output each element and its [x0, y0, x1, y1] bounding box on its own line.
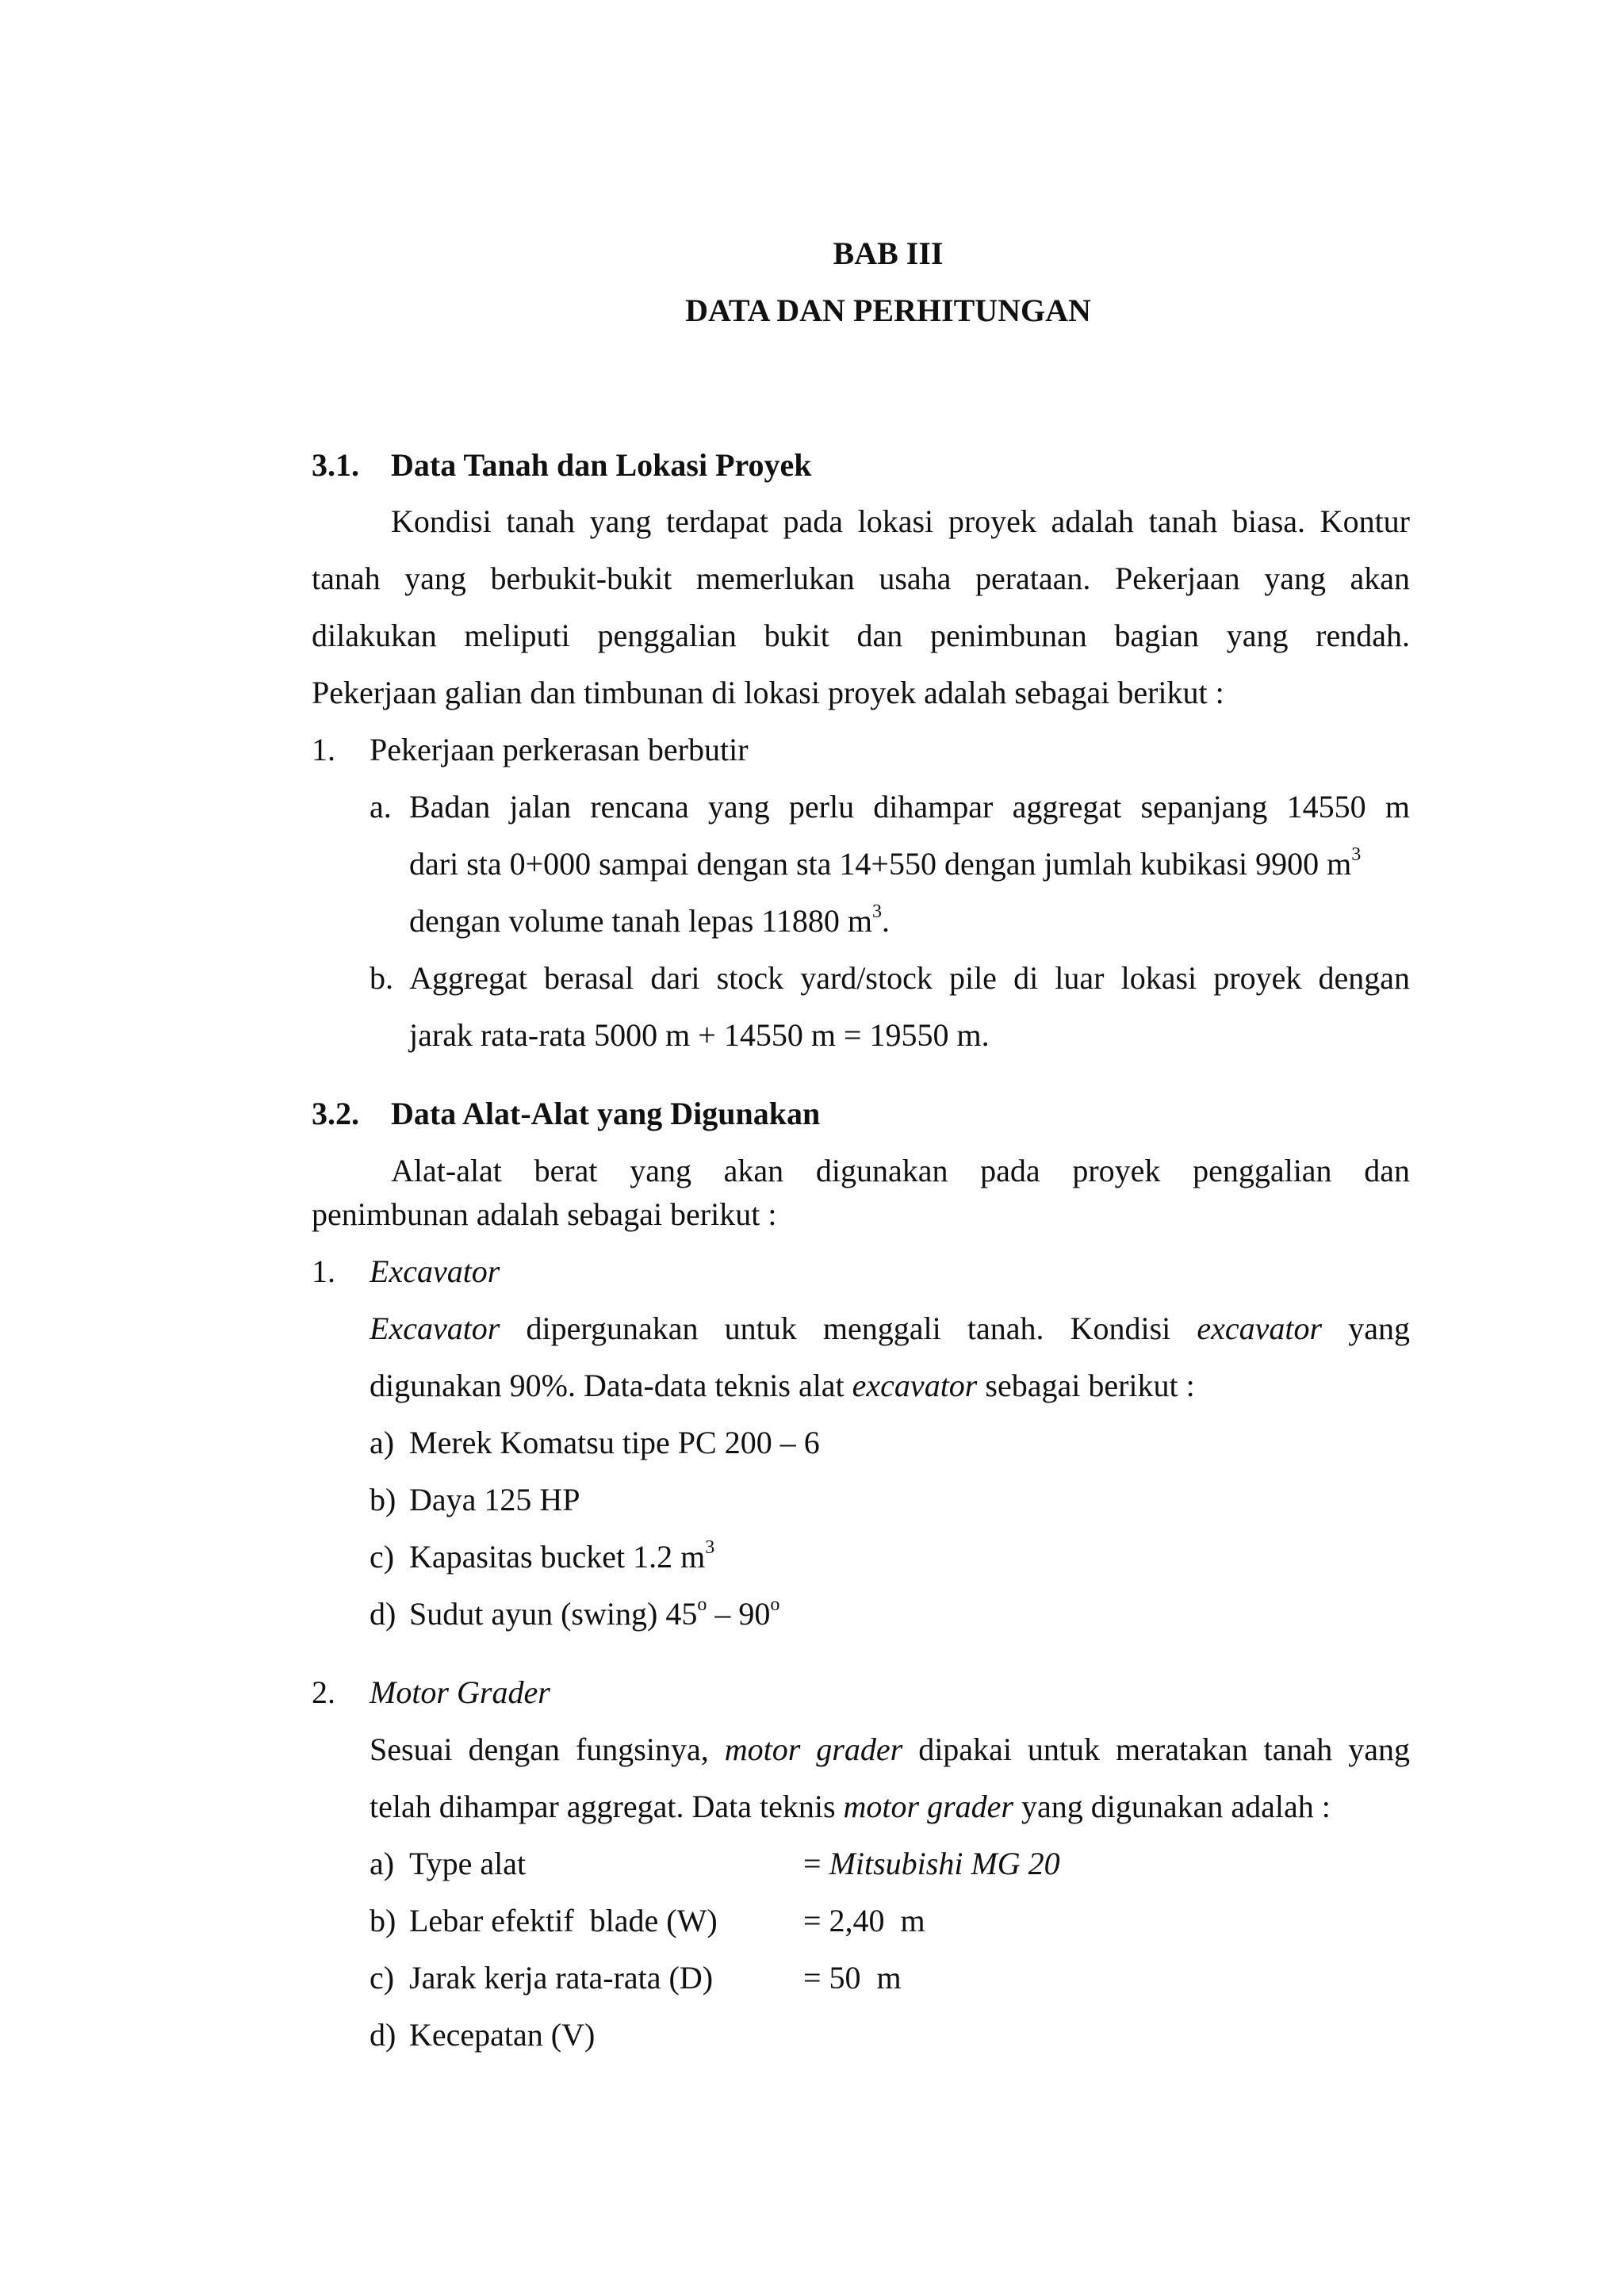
chapter-title: DATA DAN PERHITUNGAN — [685, 293, 1091, 328]
excavator-spec-b-marker: b) — [370, 1482, 396, 1517]
excavator-spec-a: Merek Komatsu tipe PC 200 – 6 — [409, 1425, 820, 1460]
section-number-3-2: 3.2. — [312, 1096, 359, 1131]
s32-paragraph-line-1: Alat-alat berat yang akan digunakan pada proyek penggalian dan — [391, 1153, 1410, 1188]
degree-superscript: o — [697, 1594, 707, 1615]
grader-spec-a-marker: a) — [370, 1846, 395, 1881]
excavator-number: 1. — [312, 1253, 335, 1289]
s31-paragraph-line-2: tanah yang berbukit-bukit memerlukan usaha perataan. Pekerjaan yang akan — [312, 561, 1410, 596]
grader-spec-b-marker: b) — [370, 1903, 396, 1938]
s31-sub-a-line-3: dengan volume tanah lepas 11880 $m^3$. — [409, 901, 890, 939]
section-heading-3-1: Data Tanah dan Lokasi Proyek — [391, 447, 812, 483]
s31-sub-a-marker: a. — [370, 789, 392, 825]
grader-spec-b-label: Lebar efektif blade (W) — [409, 1903, 718, 1938]
superscript-3: 3 — [705, 1537, 715, 1558]
grader-spec-a-value: = Mitsubishi MG 20 — [803, 1846, 1060, 1881]
excavator-spec-a-marker: a) — [370, 1425, 395, 1460]
degree-superscript: o — [770, 1594, 780, 1615]
s31-sub-b-marker: b. — [370, 960, 393, 996]
section-number-3-1: 3.1. — [312, 447, 359, 483]
grader-spec-c-marker: c) — [370, 1960, 395, 1996]
chapter-label: BAB III — [833, 235, 944, 271]
excavator-paragraph-line-2: digunakan 90%. Data-data teknis alat excavator sebagai berikut : — [370, 1368, 1195, 1403]
grader-number: 2. — [312, 1674, 335, 1710]
excavator-spec-c-marker: c) — [370, 1539, 395, 1575]
superscript-3: 3 — [871, 901, 882, 922]
grader-heading: Motor Grader — [370, 1674, 550, 1710]
grader-paragraph-line-2: telah dihampar aggregat. Data teknis motor grader yang digunakan adalah : — [370, 1789, 1331, 1824]
excavator-spec-d-marker: d) — [370, 1596, 396, 1632]
excavator-paragraph-line-1: Excavator dipergunakan untuk menggali tanah. Kondisi excavator yang — [370, 1311, 1410, 1346]
grader-spec-c-value: = 50 m — [803, 1960, 902, 1996]
s31-paragraph-line-1: Kondisi tanah yang terdapat pada lokasi proyek adalah tanah biasa. Kontur — [391, 503, 1410, 539]
s31-paragraph-line-4: Pekerjaan galian dan timbunan di lokasi proyek adalah sebagai berikut : — [312, 675, 1224, 710]
s31-item-1-number: 1. — [312, 732, 335, 767]
grader-spec-b-value: = 2,40 m — [803, 1903, 925, 1938]
grader-spec-d-marker: d) — [370, 2017, 396, 2053]
s32-paragraph-line-2: penimbunan adalah sebagai berikut : — [312, 1196, 777, 1232]
excavator-spec-d: Sudut ayun (swing) 45$^o$ – 90$^o$ — [409, 1594, 780, 1632]
s31-sub-a-line-2: dari sta 0+000 sampai dengan sta 14+550 dengan jumlah kubikasi 9900 $m^3$ — [409, 844, 1362, 882]
grader-paragraph-line-1: Sesuai dengan fungsinya, motor grader dipakai untuk meratakan tanah yang — [370, 1732, 1410, 1767]
excavator-heading: Excavator — [370, 1253, 500, 1289]
s31-sub-b-line-2: jarak rata-rata 5000 m + 14550 m = 19550 m. — [409, 1017, 990, 1053]
superscript-3: 3 — [1351, 844, 1362, 865]
grader-spec-d-label: Kecepatan (V) — [409, 2017, 596, 2053]
excavator-spec-c: Kapasitas bucket 1.2 $m^3$ — [409, 1537, 715, 1575]
section-heading-3-2: Data Alat-Alat yang Digunakan — [391, 1096, 821, 1131]
s31-item-1-label: Pekerjaan perkerasan berbutir — [370, 732, 749, 767]
grader-spec-c-label: Jarak kerja rata-rata (D) — [409, 1960, 714, 1996]
s31-sub-b-line-1: Aggregat berasal dari stock yard/stock pile di luar lokasi proyek dengan — [409, 960, 1410, 996]
excavator-spec-b: Daya 125 HP — [409, 1482, 580, 1517]
s31-sub-a-line-1: Badan jalan rencana yang perlu dihampar aggregat sepanjang 14550 m — [409, 789, 1410, 825]
grader-spec-a-label: Type alat — [409, 1846, 527, 1881]
s31-paragraph-line-3: dilakukan meliputi penggalian bukit dan penimbunan bagian yang rendah. — [312, 618, 1410, 653]
